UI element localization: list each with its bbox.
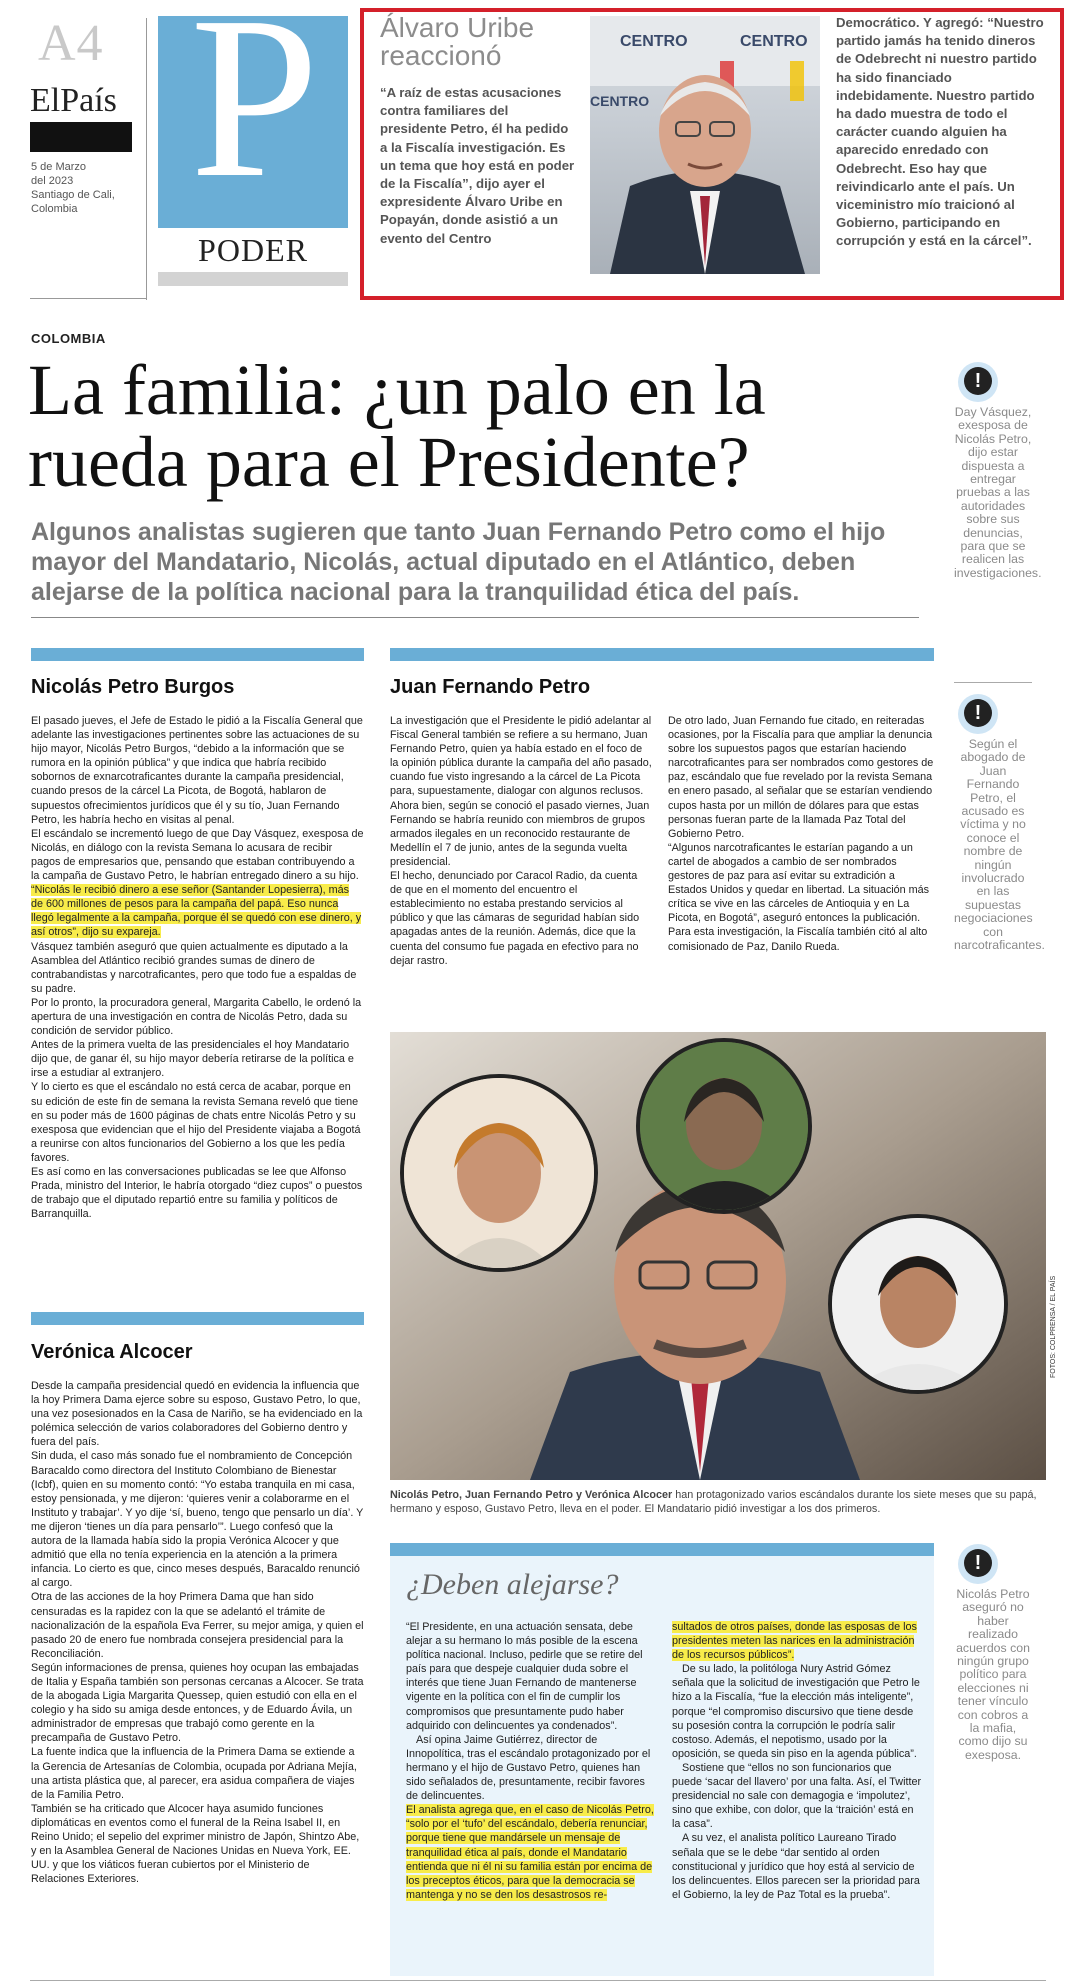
photo-collage	[390, 1032, 1046, 1480]
paragraph: También se ha criticado que Alcocer haya asumido funciones diplomáticas en eventos como el funeral de la Reina Isabel II, en Reino Unido; el sepelio del exprimer ministro de Japón, Shintzo Abe, y en la Asamblea General de Naciones Unidas en Nueva York, EE. UU. y que los viáticos fueran cubiertos por el Ministerio de Relaciones Exteriores.	[31, 1802, 360, 1886]
exclamation-icon: !	[958, 1544, 998, 1584]
paragraph: Desde la campaña presidencial quedó en evidencia la influencia que la hoy Primera Dama ejerce sobre su esposo, Gustavo Petro, lo que, una vez posesionados en la Casa de Nariño, se ha evidenciado en la polémica selección de varios colaboradores del Gobierno dentro y fuera del país.	[31, 1380, 363, 1449]
portrait-illustration	[404, 1078, 594, 1268]
portrait-illustration	[832, 1218, 1004, 1390]
section-name: PODER	[198, 232, 308, 268]
column-bar	[390, 648, 934, 661]
uribe-title: Álvaro Uribe reaccionó	[380, 12, 535, 71]
photo-caption	[390, 1488, 1040, 1516]
backdrop-text: CENTRO	[590, 93, 650, 109]
column-body	[31, 714, 364, 1221]
photo-credit: FOTOS: COLPRENSA / EL PAÍS	[1050, 1275, 1057, 1378]
section-letter: P	[190, 16, 320, 226]
paragraph	[31, 883, 364, 939]
box-bar	[390, 1543, 934, 1556]
exclamation-icon: !	[958, 694, 998, 734]
uribe-quote: “A raíz de estas acusaciones contra familiares del presidente Petro, él ha pedido a la Fiscalía investigación. Es un tema que hoy está en poder de la Fiscalía”, dijo ayer el expresidente Álvaro Uribe en Popayán, donde asistió a un evento del Centro	[380, 85, 575, 246]
highlighted-quote: sultados de otros países, donde las esposas de los presidentes meten las narices en la administración de los recursos públicos”.	[672, 1621, 917, 1662]
paragraph: Es así como en las conversaciones publicadas se lee que Alfonso Prada, ministro del Interior, le habría otorgado “diez cupos” o puestos de trabajo que el diputado repartió entre su familia y políticos de Barranquilla.	[31, 1166, 363, 1221]
paragraph: Así opina Jaime Gutiérrez, director de Innopolítica, tras el escándalo protagonizado por el hermano y el hijo de Gustavo Petro, quienes han sido señalados de, presuntamente, recibir favores de delincuentes.	[406, 1733, 651, 1803]
paragraph: De otro lado, Juan Fernando fue citado, en reiteradas ocasiones, por la Fiscalía para que ampliar la denuncia sobre los supuestos pagos que estarían haciendo narcotraficantes para ser nombrados como gestores de paz, escándalo que fue revelado por la revista Semana en enero pasado, al señalar que se estarían vendiendo cupos hasta por un millón de dólares para que estas personas fueran parte de la llamada Paz Total del Gobierno Petro.	[668, 715, 934, 840]
date-line: Santiago de Cali,	[31, 189, 115, 201]
column-heading: Nicolás Petro Burgos	[31, 676, 235, 698]
uribe-continuation: Democrático. Y agregó: “Nuestro partido jamás ha tenido dineros de Odebrecht ni nuestro partido ha sido financiado indebidamente. Nuestro partido ha dado muestra de todo el carácter cuando alguien ha aparecido enredado con Odebrecht. Eso hay que reivindicarlo ante el país. Un viceministro mío traicionó al Gobierno, participando en corrupción y está en la cárcel”.	[836, 15, 1044, 249]
column-body	[390, 714, 652, 968]
paragraph: El hecho, denunciado por Caracol Radio, da cuenta de que en el momento del encuentro el establecimiento no estaba prestando servicios al público y que las cámaras de seguridad habían sido apagadas antes de la reunión. Además, dice que la cuenta del consumo fue pagada en efectivo para no dejar rastro.	[390, 870, 640, 967]
paragraph: El pasado jueves, el Jefe de Estado le pidió a la Fiscalía General que adelante las investigaciones pertinentes sobre las actuaciones de su hijo mayor, Nicolás Petro Burgos, “debido a la información que se rumora en la opinión pública” y que indica que habría recibido sobornos de exnarcotraficantes durante la campaña presidencial, cuando presos de la cárcel La Picota, de Bogotá, hablaron de supuestos ofrecimientos jurídicos que él y su tío, Juan Fernando Petro, les habría hecho en visitas al penal.	[31, 715, 363, 826]
paragraph: Sostiene que “ellos no son funcionarios que puede ‘sacar del llavero’ por una falta. Así, el Twitter presidencial no sale con demagogia e ‘impolutez’, sino que exhibe, con dolor, que la ‘traición’ está en la casa”.	[672, 1761, 922, 1831]
paragraph: De su lado, la politóloga Nury Astrid Gómez señala que la solicitud de investigación que Petro le hizo a la Fiscalía, “fue la elección más inteligente”, porque “el compromiso discursivo que tiene desde su posesión contra la corrupción le podría salir costoso. Además, el nepotismo, usado por la oposición, se queda sin piso en la agenda pública”.	[672, 1663, 920, 1760]
uribe-photo-illustration	[590, 16, 820, 274]
paragraph: “El Presidente, en una actuación sensata, debe alejar a su hermano lo más posible de la escena política nacional. Incluso, pedirle que se retire del país para que despeje cualquier duda sobre el interés que tiene Juan Fernando de mantenerse vigente en la política con el fin de cumplir los compromisos que presuntamente pudo haber adquirido con delincuentes ya condenados”.	[406, 1621, 643, 1732]
divider	[30, 1980, 1046, 1981]
column-bar	[31, 1312, 364, 1325]
dateline	[31, 160, 141, 216]
paragraph: Otra de las acciones de la hoy Primera Dama que han sido censuradas es la rapidez con la que se adelantó el trámite de nacionalización de la española Eva Ferrer, su mejor amiga, y quien el pasado 20 de enero fue nombrada consejera presidencial para la Reconciliación.	[31, 1591, 364, 1660]
page-number: A4	[38, 15, 104, 72]
paragraph: “Algunos narcotraficantes le estarían pagando a un cartel de abogados a cambio de ser nombrados gestores de paz para así evitar su extradición a Estados Unidos y quedar en libertad. La situación más crítica se vive en las cárceles de Antioquia y en La Picota, en Bogotá”, aseguró entonces la publicación.	[668, 841, 930, 925]
backdrop-text: CENTRO	[620, 33, 688, 50]
paragraph	[672, 1620, 922, 1662]
paragraph: La fuente indica que la influencia de la Primera Dama se extiende a la Gerencia de Artesanías de Colombia, ocupada por Adriana Mejía, una artista plástica que, al parecer, era asidua compañera de viajes de la Familia Petro.	[31, 1746, 357, 1801]
caption-names: Nicolás Petro, Juan Fernando Petro y Verónica Alcocer	[390, 1489, 673, 1501]
paragraph: Según informaciones de prensa, quienes hoy ocupan las embajadas de Italia y España también son personas cercanas a Alcocer. Se trata de la abogada Ligia Margarita Quessep, quien estudió con ella en el colegio y ha sido su amiga desde entonces, y de Eduardo Ávila, un administrador de empresas que trabajó como gerente en la precampaña de Gustavo Petro.	[31, 1661, 364, 1745]
section-kicker: COLOMBIA	[31, 331, 106, 346]
analysis-column	[406, 1620, 656, 1902]
side-note-text: Nicolás Petro aseguró no haber realizado acuerdos con ningún grupo político para elecciones ni tener vínculo con cobros a la mafia, como dijo su exesposa.	[956, 1587, 1030, 1762]
side-note	[954, 694, 1045, 953]
highlighted-quote: El analista agrega que, en el caso de Nicolás Petro, “solo por el ‘tufo’ del escándalo, debería renunciar, porque tiene que mandársele un mensaje de tranquilidad ética al país, donde el Mandatario entienda que ni él ni su familia están por encima de los preceptos éticos, para que la democracia se mantenga y no se den los desastrosos re-	[406, 1804, 654, 1901]
side-note	[954, 362, 1042, 580]
paragraph: Vásquez también aseguró que quien actualmente es diputado a la Asamblea del Atlántico recibió grandes sumas de dinero de contrabandistas y narcotraficantes, pero que todo fue a espaldas de su padre.	[31, 940, 357, 995]
highlighted-quote: “Nicolás le recibió dinero a ese señor (Santander Lopesierra), más de 600 millones de pesos para la campaña del papá. Eso nunca llegó legalmente a la campaña, porque él se quedó con ese dinero, y así otros”, dijo su expareja.	[31, 884, 362, 939]
paragraph: El escándalo se incrementó luego de que Day Vásquez, exesposa de Nicolás, en diálogo con la revista Semana lo acusara de recibir pagos de empresarios que, pensando que estaban contribuyendo a la campaña de Gustavo Petro, le habrían entregado dinero a su hijo.	[31, 827, 364, 883]
juan-fernando-petro-portrait	[636, 1038, 812, 1214]
column-heading: Verónica Alcocer	[31, 1341, 193, 1363]
divider	[30, 298, 146, 299]
date-line: del 2023	[31, 175, 74, 187]
divider	[31, 617, 919, 618]
divider	[954, 682, 1032, 683]
headline: La familia: ¿un palo en la rueda para el Presidente?	[28, 350, 766, 502]
paragraph: Antes de la primera vuelta de las presidenciales el hoy Mandatario dijo que, de ganar él, su hijo mayor debería retirarse de la política e irse a estudiar al extranjero.	[31, 1039, 354, 1080]
column-bar	[31, 648, 364, 661]
analysis-column	[672, 1620, 922, 1902]
paragraph: Por lo pronto, la procuradora general, Margarita Cabello, le ordenó la apertura de una investigación en contra de Nicolás Petro, dada su condición de servidor público.	[31, 996, 362, 1038]
paragraph	[406, 1803, 656, 1902]
date-line: Colombia	[31, 203, 78, 215]
paragraph: Y lo cierto es que el escándalo no está cerca de acabar, porque en su edición de este fin de semana la revista Semana reveló que tiene en su poder más de 1600 páginas de chats entre Nicolás Petro y su exesposa que evidencian que el hijo del Presidente viajaba a Bogotá a reunirse con altos funcionarios del Gobierno a los que les pedía favores.	[31, 1081, 361, 1164]
side-note	[954, 1544, 1032, 1762]
exclamation-icon: !	[958, 362, 998, 402]
column-heading: Juan Fernando Petro	[390, 676, 591, 698]
section-bar	[158, 272, 348, 286]
divider	[146, 18, 147, 300]
logo-bar	[30, 122, 132, 152]
analysis-title: ¿Deben alejarse?	[406, 1568, 619, 1601]
caption-text: han protagonizado varios escándalos durante los siete meses que su papá, hermano y esposo, Gustavo Petro, lleva en el poder. El Mandatario pidió investigar a los dos primeros.	[390, 1489, 1037, 1515]
side-note-text: Según el abogado de Juan Fernando Petro, el acusado es víctima y no conoce el nombre de ningún involucrado en las supuestas negociaciones con narcotraficantes.	[954, 737, 1045, 953]
portrait-illustration	[640, 1042, 808, 1210]
uribe-photo	[590, 16, 820, 274]
paragraph: A su vez, el analista político Laureano Tirado señala que se le debe “dar sentido al orden constitucional y jurídico que hoy está al servicio de los delincuentes. Ellos parecen ser la prioridad para el Gobierno, la ley de Paz Total es la prueba”.	[672, 1832, 920, 1901]
column-body	[31, 1379, 364, 1886]
column-body	[668, 714, 934, 954]
paragraph: Sin duda, el caso más sonado fue el nombramiento de Concepción Baracaldo como directora del Instituto Colombiano de Bienestar (Icbf), quien en su momento contó: “Yo estaba tranquila en mi casa, estoy pensionada, y me dijeron: ‘quieres venir a colaborarme en el Instituto y trabajar’. Y yo dije ‘sí, bueno, tengo que pensarlo un día’. Y me dijeron ‘tienes un día para pensarlo’”. Luego confesó que la autora de la llamada había sido la propia Verónica Alcocer y que admitió que ella no tenía experiencia en la atención a la primera infancia. Lo cierto es que, cinco meses después, Baracaldo renunció al cargo.	[31, 1450, 364, 1590]
veronica-alcocer-portrait	[400, 1074, 598, 1272]
paragraph: Para esta investigación, la Fiscalía también citó al alto comisionado de Paz, Danilo Rueda.	[668, 926, 928, 953]
section-badge	[158, 16, 348, 276]
section-letter-block	[158, 16, 348, 228]
paragraph: Ahora bien, según se conoció el pasado viernes, Juan Fernando se habría reunido con miembros de grupos armados ilegales en un reconocido restaurante de Medellín el 7 de junio, antes de la segunda vuelta presidencial.	[390, 799, 650, 868]
backdrop-text: CENTRO	[740, 33, 808, 50]
nicolas-petro-portrait	[828, 1214, 1008, 1394]
paragraph: La investigación que el Presidente le pidió adelantar al Fiscal General también se refiere a su hermano, Juan Fernando Petro, quien ya había estado en el foco de la opinión pública durante la campaña del año pasado, cuando fue visto ingresando a la cárcel de La Picota para, supuestamente, dialogar con algunos reclusos.	[390, 715, 652, 798]
date-line: 5 de Marzo	[31, 161, 87, 173]
side-note-text: Day Vásquez, exesposa de Nicolás Petro, dijo estar dispuesta a entregar pruebas a las autoridades sobre sus denuncias, para que se realicen las investigaciones.	[954, 405, 1042, 580]
newspaper-logo: ElPaís	[30, 82, 117, 119]
subheadline: Algunos analistas sugieren que tanto Juan Fernando Petro como el hijo mayor del Mandatario, Nicolás, actual diputado en el Atlántico, deben alejarse de la política nacional para la tranquilidad ética del país.	[31, 518, 886, 606]
